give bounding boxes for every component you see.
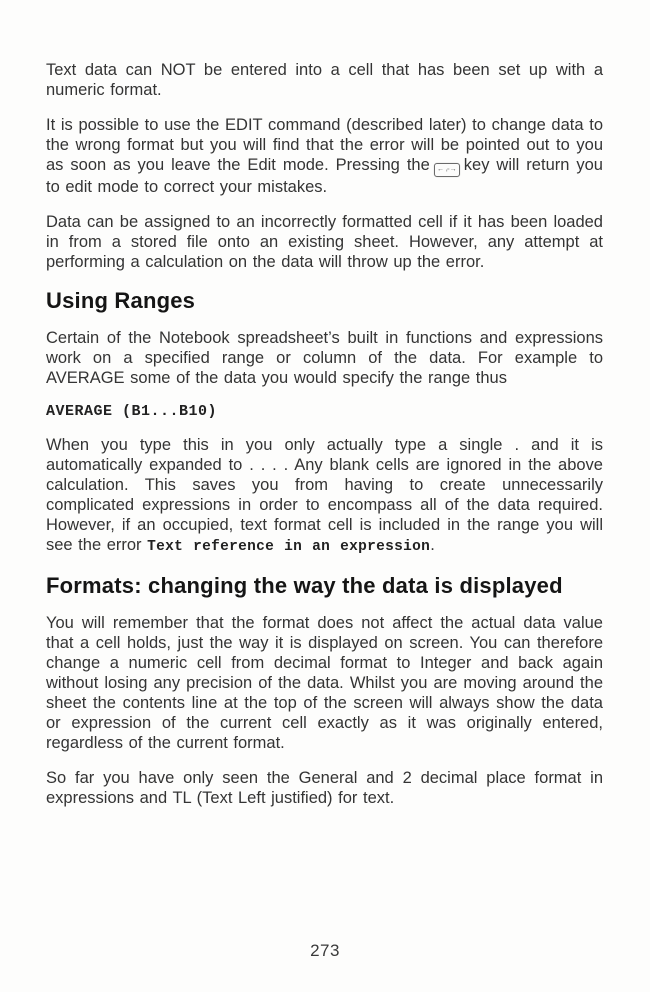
section-heading-formats: Formats: changing the way the data is displayed — [46, 573, 563, 598]
paragraph-range-expansion — [46, 435, 603, 557]
edit-key-icon: ←⌌→ — [434, 163, 460, 177]
paragraph-ranges-intro: Certain of the Notebook spreadsheet’s built in functions and expressions work on a specified range or column of the data. For example to AVERAGE some of the data you would specify the range thus — [46, 329, 603, 387]
paragraph-loaded-data: Data can be assigned to an incorrectly formatted cell if it has been loaded in from a stored file onto an existing sheet. However, any attempt at performing a calculation on the data will throw up the error. — [46, 213, 603, 271]
paragraph-range-expansion-after: . — [430, 536, 435, 554]
error-message-text: Text reference in an expression — [147, 539, 431, 555]
page-number: 273 — [310, 941, 340, 960]
paragraph-edit-command-after: key will return you to edit mode to correct your mistakes. — [46, 156, 603, 196]
paragraph-edit-command — [46, 115, 603, 197]
section-heading-using-ranges: Using Ranges — [46, 288, 196, 313]
paragraph-edit-command-before: It is possible to use the EDIT command (described later) to change data to the wrong format but you will find that the error will be pointed out to you as soon as you leave the Edit mode. Pressing the — [46, 116, 603, 174]
paragraph-formats-seen-so-far: So far you have only seen the General and 2 decimal place format in expressions and TL (Text Left justified) for text. — [46, 769, 603, 807]
paragraph-formats-explanation: You will remember that the format does not affect the actual data value that a cell holds, just the way it is displayed on screen. You can therefore change a numeric cell from decimal format to Integer and back again without losing any precision of the data. Whilst you are moving around the sheet the contents line at the top of the screen will always show the data or expression of the current cell exactly as it was originally entered, regardless of the current format. — [46, 614, 603, 752]
paragraph-text-data-warning: Text data can NOT be entered into a cell that has been set up with a numeric format. — [46, 61, 603, 99]
code-average-example: AVERAGE (B1...B10) — [46, 403, 218, 420]
paragraph-range-expansion-before: When you type this in you only actually type a single . and it is automatically expanded to . . . . Any blank cells are ignored in the above calculation. This saves you from having to create unnecessarily complicated expressions in order to encompass all of the data required. However, if an occupied, text format cell is included in the range you will see the error — [46, 436, 603, 554]
